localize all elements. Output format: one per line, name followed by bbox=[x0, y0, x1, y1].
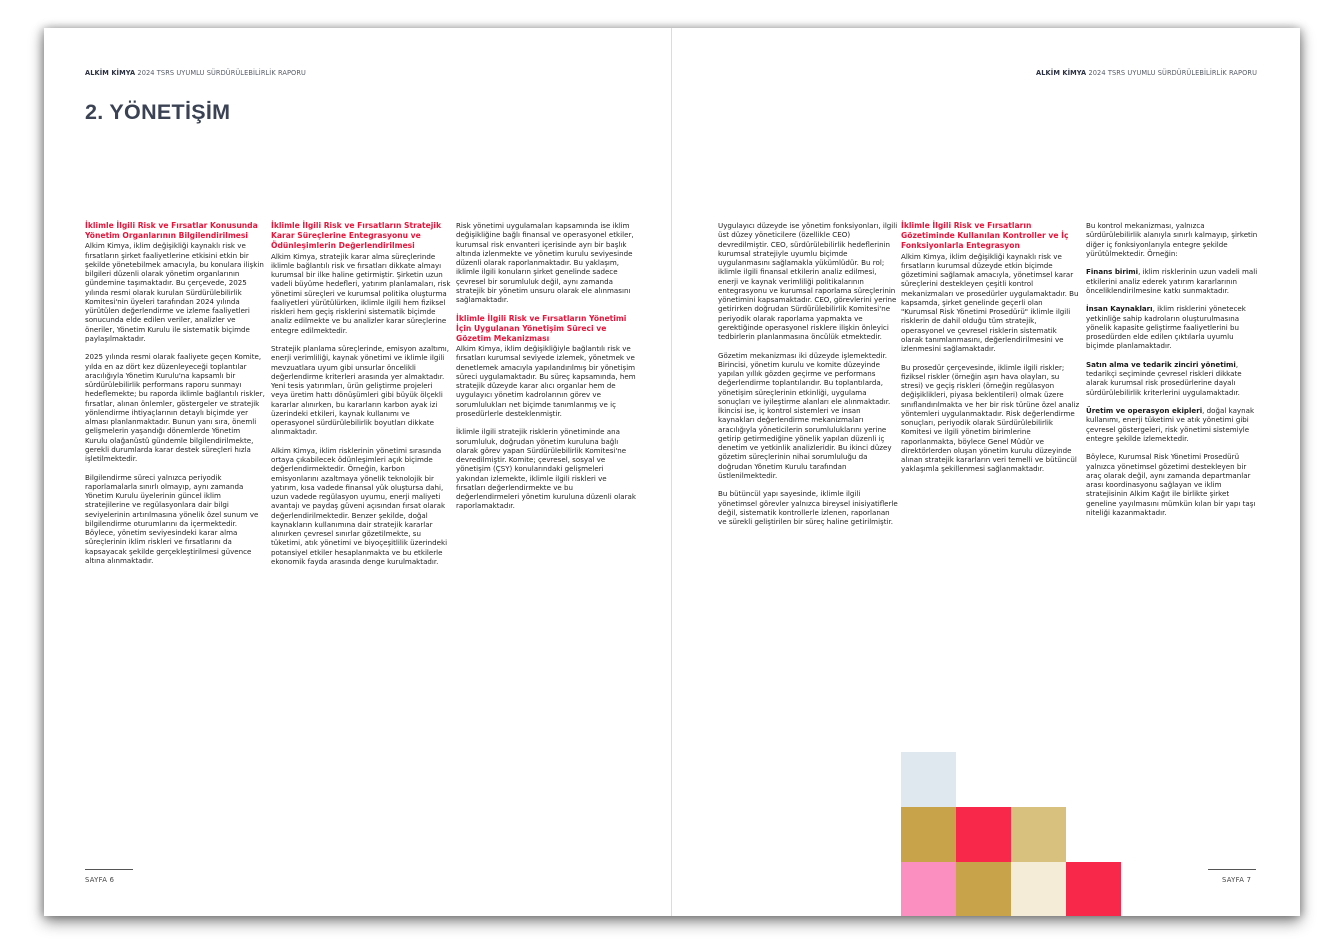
column-heading: İklimle İlgili Risk ve Fırsatların Stratejik Karar Süreçlerine Entegrasyonu ve Ödünleşimlerin Değerlendirilmesi bbox=[271, 221, 442, 251]
paragraph: Alkim Kimya, iklim değişikliğiyle bağlantılı risk ve fırsatları kurumsal seviyede izlemek, yönetmek ve denetlemek amacıyla yapılandırılmış bir yönetişim süreci uygulamaktadır. Bu süreç kapsamında, hem stratejik düzeyde karar alıcı organlar hem de uygulayıcı yönetim kadrolarının görev ve sorumlulukları net biçimde tanımlanmış ve iç prosedürlerle desteklenmiştir. bbox=[456, 344, 636, 418]
paragraph: Alkim Kimya, iklim risklerinin yönetimi sırasında ortaya çıkabilecek ödünleşimleri açık biçimde değerlendirmektedir. Örneğin, karbon emisyonlarını azaltmaya yönelik teknolojik bir yatırım, kısa vadede finansal yük oluştursa dahi, uzun vadede regülasyon uyumu, enerji maliyeti avantajı ve paydaş güveni açısından fırsat olarak değerlendirilmektedir. Benzer şekilde, doğal kaynakların kullanımına dair stratejik kararlar alınırken çevresel sınırlar gözetilmekte, su tüketimi, atık yönetimi ve biyoçeşitlilik üzerindeki potansiyel etkiler hesaplanmakta ve bu etkilerle ekonomik fayda arasında denge kurulmaktadır. bbox=[271, 445, 448, 566]
list-item bbox=[1086, 406, 1258, 443]
paragraph: Uygulayıcı düzeyde ise yönetim fonksiyonları, ilgili üst düzey yöneticilere (özellikle CEO) devredilmiştir. CEO, sürdürülebilirlik hedeflerinin kurumsal stratejiyle uyumlu biçimde uygulanmasını sağlamakla yükümlüdür. Bu rol; iklimle ilgili finansal etkilerin analiz edilmesi, enerji ve kaynak verimliliği politikalarının entegrasyonu ve kurumsal raporlama süreçlerinin yönetimini kapsamaktadır. CEO, görevlerini yerine getirirken doğrudan Sürdürülebilirlik Komitesi'ne periyodik olarak raporlama yapmakta ve gerektiğinde operasyonel risklere ilişkin önleyici tedbirlerin planlanmasına öncülük etmektedir. bbox=[718, 221, 898, 341]
item-label: Üretim ve operasyon ekipleri bbox=[1086, 406, 1203, 415]
column-2 bbox=[271, 221, 451, 575]
deco-block-pink bbox=[901, 862, 956, 916]
paragraph: Gözetim mekanizması iki düzeyde işlemektedir. Birincisi, yönetim kurulu ve komite düzeyinde yapılan yıllık gözden geçirme ve performans değerlendirme toplantılarıdır. Bu toplantılarda, yönetişim süreçlerinin etkinliği, uygulama sonuçları ve iyileştirme alanları ele alınmaktadır. İkincisi ise, iç kontrol sistemleri ve insan kaynakları değerlendirme mekanizmaları aracılığıyla yöneticilerin sorumluluklarını yerine getirip getirmediğine yönelik yapılan düzenli iç denetim ve yetkinlik analizleridir. Bu ikinci düzey gözetim süreçlerinin nihai sorumluluğu da doğrudan Yönetim Kurulu tarafından üstlenilmektedir. bbox=[718, 350, 892, 480]
item-text: , iklim risklerini yönetecek yetkinliğe sahip kadroların oluşturulmasına yönelik kapasite geliştirme faaliyetlerini bu prosedürden elde edilen çıktılarla uyumlu biçimde planlamaktadır. bbox=[1086, 304, 1246, 351]
column-1 bbox=[85, 221, 265, 574]
deco-block-gold bbox=[901, 807, 956, 862]
paragraph: Bu bütüncül yapı sayesinde, iklimle ilgili yönetimsel görevler yalnızca bireysel inisiyatiflerle değil, sistematik kontrollerle izlenen, raporlanan ve sürekli geliştirilen bir süreç haline getirilmiştir. bbox=[718, 489, 898, 526]
page-number: SAYFA 7 bbox=[1222, 876, 1252, 884]
deco-block-red bbox=[956, 807, 1011, 862]
deco-block-cream bbox=[1011, 862, 1066, 916]
header-brand: ALKİM KİMYA bbox=[1036, 69, 1087, 77]
page-7 bbox=[672, 28, 1300, 916]
paragraph: İklimle ilgili stratejik risklerin yönetiminde ana sorumluluk, doğrudan yönetim kuruluna bağlı olarak görev yapan Sürdürülebilirlik Komitesi'ne devredilmiştir. Komite; çevresel, sosyal ve yönetişim (ÇSY) konularındaki gelişmeleri yakından izlemekte, iklimle ilgili riskleri ve fırsatları değerlendirmekte ve bu değerlendirmeleri yönetim kuruluna düzenli olarak raporlamaktadır. bbox=[456, 427, 636, 511]
item-text: , tedarikçi seçiminde çevresel riskleri dikkate alarak kurumsal risk prosedürlerine dayalı sürdürülebilirlik kriterlerini uygulamaktadır. bbox=[1086, 359, 1242, 397]
deco-block-gold bbox=[956, 862, 1011, 916]
item-text: , iklim risklerinin uzun vadeli mali etkilerini analiz ederek yatırım kararlarının önceliklendirilmesine katkı sunmaktadır. bbox=[1086, 267, 1258, 295]
paragraph: Alkim Kimya, stratejik karar alma süreçlerinde iklimle bağlantılı risk ve fırsatları dikkate almayı kurumsal bir ilke haline getirmiştir. Şirketin uzun vadeli büyüme hedefleri, yatırım planlamaları, risk yönetimi süreçleri ve kurumsal politika oluşturma faaliyetleri yürütülürken, iklimle ilgili hem fiziksel riskleri hem geçiş risklerini sistematik biçimde analiz edilmekte ve bu analizler karar süreçlerine entegre edilmektedir. bbox=[271, 251, 451, 335]
paragraph: Alkim Kimya, iklim değişikliği kaynaklı risk ve fırsatların şirket faaliyetlerine etkisini etkin bir şekilde yönetebilmek amacıyla, bu konulara ilişkin bilgileri düzenli olarak yönetim organlarının gündemine taşımaktadır. Bu çerçevede, 2025 yılında resmi olarak kurulan Sürdürülebilirlik Komitesi'nin üyeleri tarafından 2024 yılında yürütülen değerlendirme ve izleme faaliyetleri sonucunda elde edilen veriler, analizler ve öneriler, Yönetim Kurulu ile sistematik biçimde paylaşılmaktadır. bbox=[85, 241, 264, 343]
column-heading: İklimle İlgili Risk ve Fırsatlar Konusunda Yönetim Organlarının Bilgilendirilmesi bbox=[85, 221, 258, 241]
paragraph: Böylece, Kurumsal Risk Yönetimi Prosedürü yalnızca yönetimsel gözetimi destekleyen bir araç olarak değil, aynı zamanda departmanlar arası koordinasyonu sağlayan ve iklim stratejisinin Alkim Kağıt ile birlikte şirket geneline yayılmasını mümkün kılan bir yapı taşı niteliği kazanmaktadır. bbox=[1086, 452, 1256, 517]
column-5 bbox=[901, 221, 1081, 483]
item-text: , doğal kaynak kullanımı, enerji tüketimi ve atık yönetimi gibi çevresel göstergeleri, risk yönetimi sistemiyle entegre şekilde izlemektedir. bbox=[1086, 406, 1255, 443]
running-header bbox=[85, 69, 306, 77]
header-subtitle: 2024 TSRS UYUMLU SÜRDÜRÜLEBİLİRLİK RAPORU bbox=[1088, 69, 1257, 77]
running-header bbox=[1036, 69, 1257, 77]
column-6 bbox=[1086, 221, 1258, 526]
column-4 bbox=[718, 221, 898, 536]
paragraph: Bu kontrol mekanizması, yalnızca sürdürülebilirlik alanıyla sınırlı kalmayıp, şirketin diğer iç fonksiyonlarıyla entegre şekilde yürütülmektedir. Örneğin: bbox=[1086, 221, 1258, 258]
paragraph: Alkim Kimya, iklim değişikliği kaynaklı risk ve fırsatların kurumsal düzeyde etkin biçimde gözetimini sağlamak amacıyla, yönetimsel karar süreçlerini destekleyen çeşitli kontrol mekanizmaları ve prosedürler uygulamaktadır. Bu kapsamda, şirket genelinde geçerli olan "Kurumsal Risk Yönetimi Prosedürü" iklimle ilgili risklerin de dahil olduğu tüm stratejik, operasyonel ve çevresel risklerin sistematik olarak tanımlanmasını, değerlendirilmesini ve izlenmesini sağlamaktadır. bbox=[901, 251, 1079, 354]
list-item bbox=[1086, 360, 1258, 397]
paragraph: 2025 yılında resmi olarak faaliyete geçen Komite, yılda en az dört kez düzenleyeceği toplantılar aracılığıyla Yönetim Kurulu'na kapsamlı bir sürdürülebilirlik performans raporu sunmayı hedeflemekte; bu raporda iklimle bağlantılı riskler, fırsatlar, alınan önlemler, göstergeler ve stratejik yönlendirme ihtiyaçlarının detaylı biçimde yer alması planlanmaktadır. Bunun yanı sıra, önemli gelişmelerin yaşandığı dönemlerde Yönetim Kurulu olağanüstü gündemle bilgilendirilmekte, gerekli durumlarda karar destek süreçleri hızla işletilmektedir. bbox=[85, 352, 265, 464]
paragraph: Stratejik planlama süreçlerinde, emisyon azaltımı, enerji verimliliği, kaynak yönetimi ve iklimle ilgili mevzuatlara uyum gibi unsurlar öncelikli değerlendirme kriterleri arasında yer almaktadır. Yeni tesis yatırımları, ürün geliştirme projeleri veya üretim hattı dönüşümleri gibi büyük ölçekli kararlar alınırken, bu kararların karbon ayak izi üzerindeki etkileri, kaynak kullanımı ve operasyonel sürdürülebilirlik boyutları dikkate alınmaktadır. bbox=[271, 344, 449, 437]
column-heading: İklimle İlgili Risk ve Fırsatların Yönetimi İçin Uygulanan Yönetişim Süreci ve Gözetim Mekanizması bbox=[456, 313, 627, 343]
column-3 bbox=[456, 221, 636, 520]
deco-block-red bbox=[1066, 862, 1121, 916]
deco-block-sand bbox=[1011, 807, 1066, 862]
paragraph: Bu prosedür çerçevesinde, iklimle ilgili riskler; fiziksel riskler (örneğin aşırı hava olayları, su stresi) ve geçiş riskleri (örneğin regülasyon değişiklikleri, piyasa beklentileri) olmak üzere sınıflandırılmakta ve her bir risk türüne özel analiz yöntemleri uygulanmaktadır. Risk değerlendirme sonuçları, periyodik olarak Sürdürülebilirlik Komitesi ve ilgili yönetim birimlerine raporlanmakta, böylece Genel Müdür ve direktörlerden oluşan yönetim kurulu düzeyinde alınan stratejik kararların veri temelli ve bütüncül yaklaşımla şekillenmesi sağlanmaktadır. bbox=[901, 362, 1080, 474]
paragraph: Bilgilendirme süreci yalnızca periyodik raporlamalarla sınırlı olmayıp, aynı zamanda Yönetim Kurulu üyelerinin güncel iklim stratejilerine ve regülasyonlara dair bilgi seviyelerinin artırılmasına yönelik özel sunum ve bilgilendirme oturumlarını da içermektedir. Böylece, yönetim seviyesindeki karar alma süreçlerinin iklim riskleri ve fırsatlarını da kapsayacak şekilde gerçekleştirilmesi güvence altına alınmaktadır. bbox=[85, 472, 259, 565]
list-item bbox=[1086, 304, 1258, 350]
page-number: SAYFA 6 bbox=[85, 876, 115, 884]
list-item bbox=[1086, 267, 1258, 295]
footer-rule bbox=[85, 869, 133, 870]
column-heading: İklimle İlgili Risk ve Fırsatların Gözetiminde Kullanılan Kontroller ve İç Fonksiyonlarla Entegrasyon bbox=[901, 221, 1069, 251]
header-subtitle: 2024 TSRS UYUMLU SÜRDÜRÜLEBİLİRLİK RAPORU bbox=[137, 69, 306, 77]
document-spread bbox=[44, 28, 1300, 916]
item-label: İnsan Kaynakları bbox=[1086, 304, 1153, 314]
header-brand: ALKİM KİMYA bbox=[85, 69, 136, 77]
section-title: 2. YÖNETİŞİM bbox=[85, 100, 231, 124]
deco-block-light-blue bbox=[901, 752, 956, 807]
page-6 bbox=[44, 28, 672, 916]
item-label: Satın alma ve tedarik zinciri yönetimi bbox=[1086, 359, 1236, 369]
paragraph: Risk yönetimi uygulamaları kapsamında ise iklim değişikliğine bağlı finansal ve operasyonel etkiler, kurumsal risk envanteri içerisinde ayrı bir başlık altında izlenmekte ve yönetim kurulu seviyesinde düzenli olarak raporlanmaktadır. Bu yaklaşım, iklimle ilgili konuların şirket genelinde sadece çevresel bir sorumluluk değil, aynı zamanda stratejik bir yönetim unsuru olarak ele alınmasını sağlamaktadır. bbox=[456, 221, 634, 304]
item-label: Finans birimi bbox=[1086, 267, 1139, 277]
footer-rule bbox=[1208, 869, 1256, 870]
